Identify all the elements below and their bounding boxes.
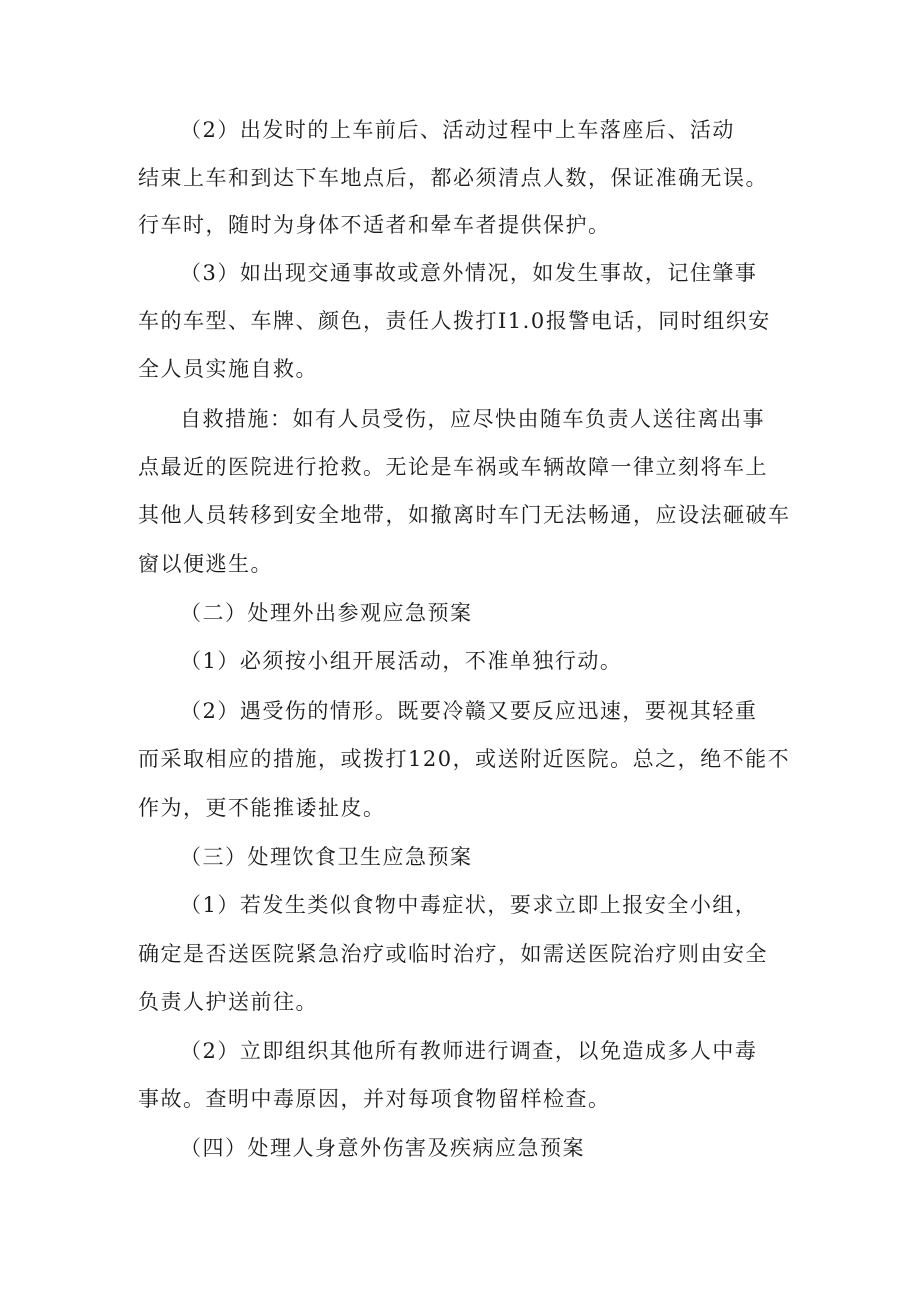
paragraph-line: 而采取相应的措施，或拨打120，或送附近医院。总之，绝不能不 — [138, 747, 791, 771]
paragraph-line: 其他人员转移到安全地带，如撤离时车门无法畅通，应设法砸破车 — [138, 503, 791, 527]
paragraph-line: 行车时，随时为身体不适者和晕车者提供保护。 — [138, 213, 611, 237]
paragraph-line: 自救措施：如有人员受伤，应尽快由随车负责人送往离出事 — [180, 407, 765, 431]
paragraph-line: 点最近的医院进行抢救。无论是车祸或车辆故障一律立刻将车上 — [138, 455, 768, 479]
paragraph-line: （2）遇受伤的情形。既要冷赣又要反应迅速，要视其轻重 — [180, 699, 758, 723]
paragraph-line: （1）必须按小组开展活动，不准单独行动。 — [180, 649, 623, 673]
paragraph-line: 结束上车和到达下车地点后，都必须清点人数，保证准确无误。 — [138, 166, 768, 190]
paragraph-line: 事故。查明中毒原因，并对每项食物留样检查。 — [138, 1087, 611, 1111]
section-heading: （四）处理人身意外伤害及疾病应急预案 — [180, 1136, 585, 1160]
paragraph-line: 确定是否送医院紧急治疗或临时治疗，如需送医院治疗则由安全 — [138, 942, 768, 966]
paragraph-line: 全人员实施自救。 — [138, 357, 318, 381]
paragraph-line: 负责人护送前往。 — [138, 990, 318, 1014]
paragraph-line: 车的车型、车牌、颜色，责任人拨打I1.0报警电话，同时组织安 — [138, 309, 771, 333]
paragraph-line: （2）出发时的上车前后、活动过程中上车落座后、活动 — [180, 118, 735, 142]
paragraph-line: （2）立即组织其他所有教师进行调查，以免造成多人中毒 — [180, 1039, 758, 1063]
paragraph-line: 作为，更不能推诿扯皮。 — [138, 796, 386, 820]
section-heading: （三）处理饮食卫生应急预案 — [180, 845, 473, 869]
section-heading: （二）处理外出参观应急预案 — [180, 601, 473, 625]
paragraph-line: （1）若发生类似食物中毒症状，要求立即上报安全小组， — [180, 893, 758, 917]
paragraph-line: 窗以便逃生。 — [138, 552, 273, 576]
paragraph-line: （3）如出现交通事故或意外情况，如发生事故，记住肇事 — [180, 261, 758, 285]
